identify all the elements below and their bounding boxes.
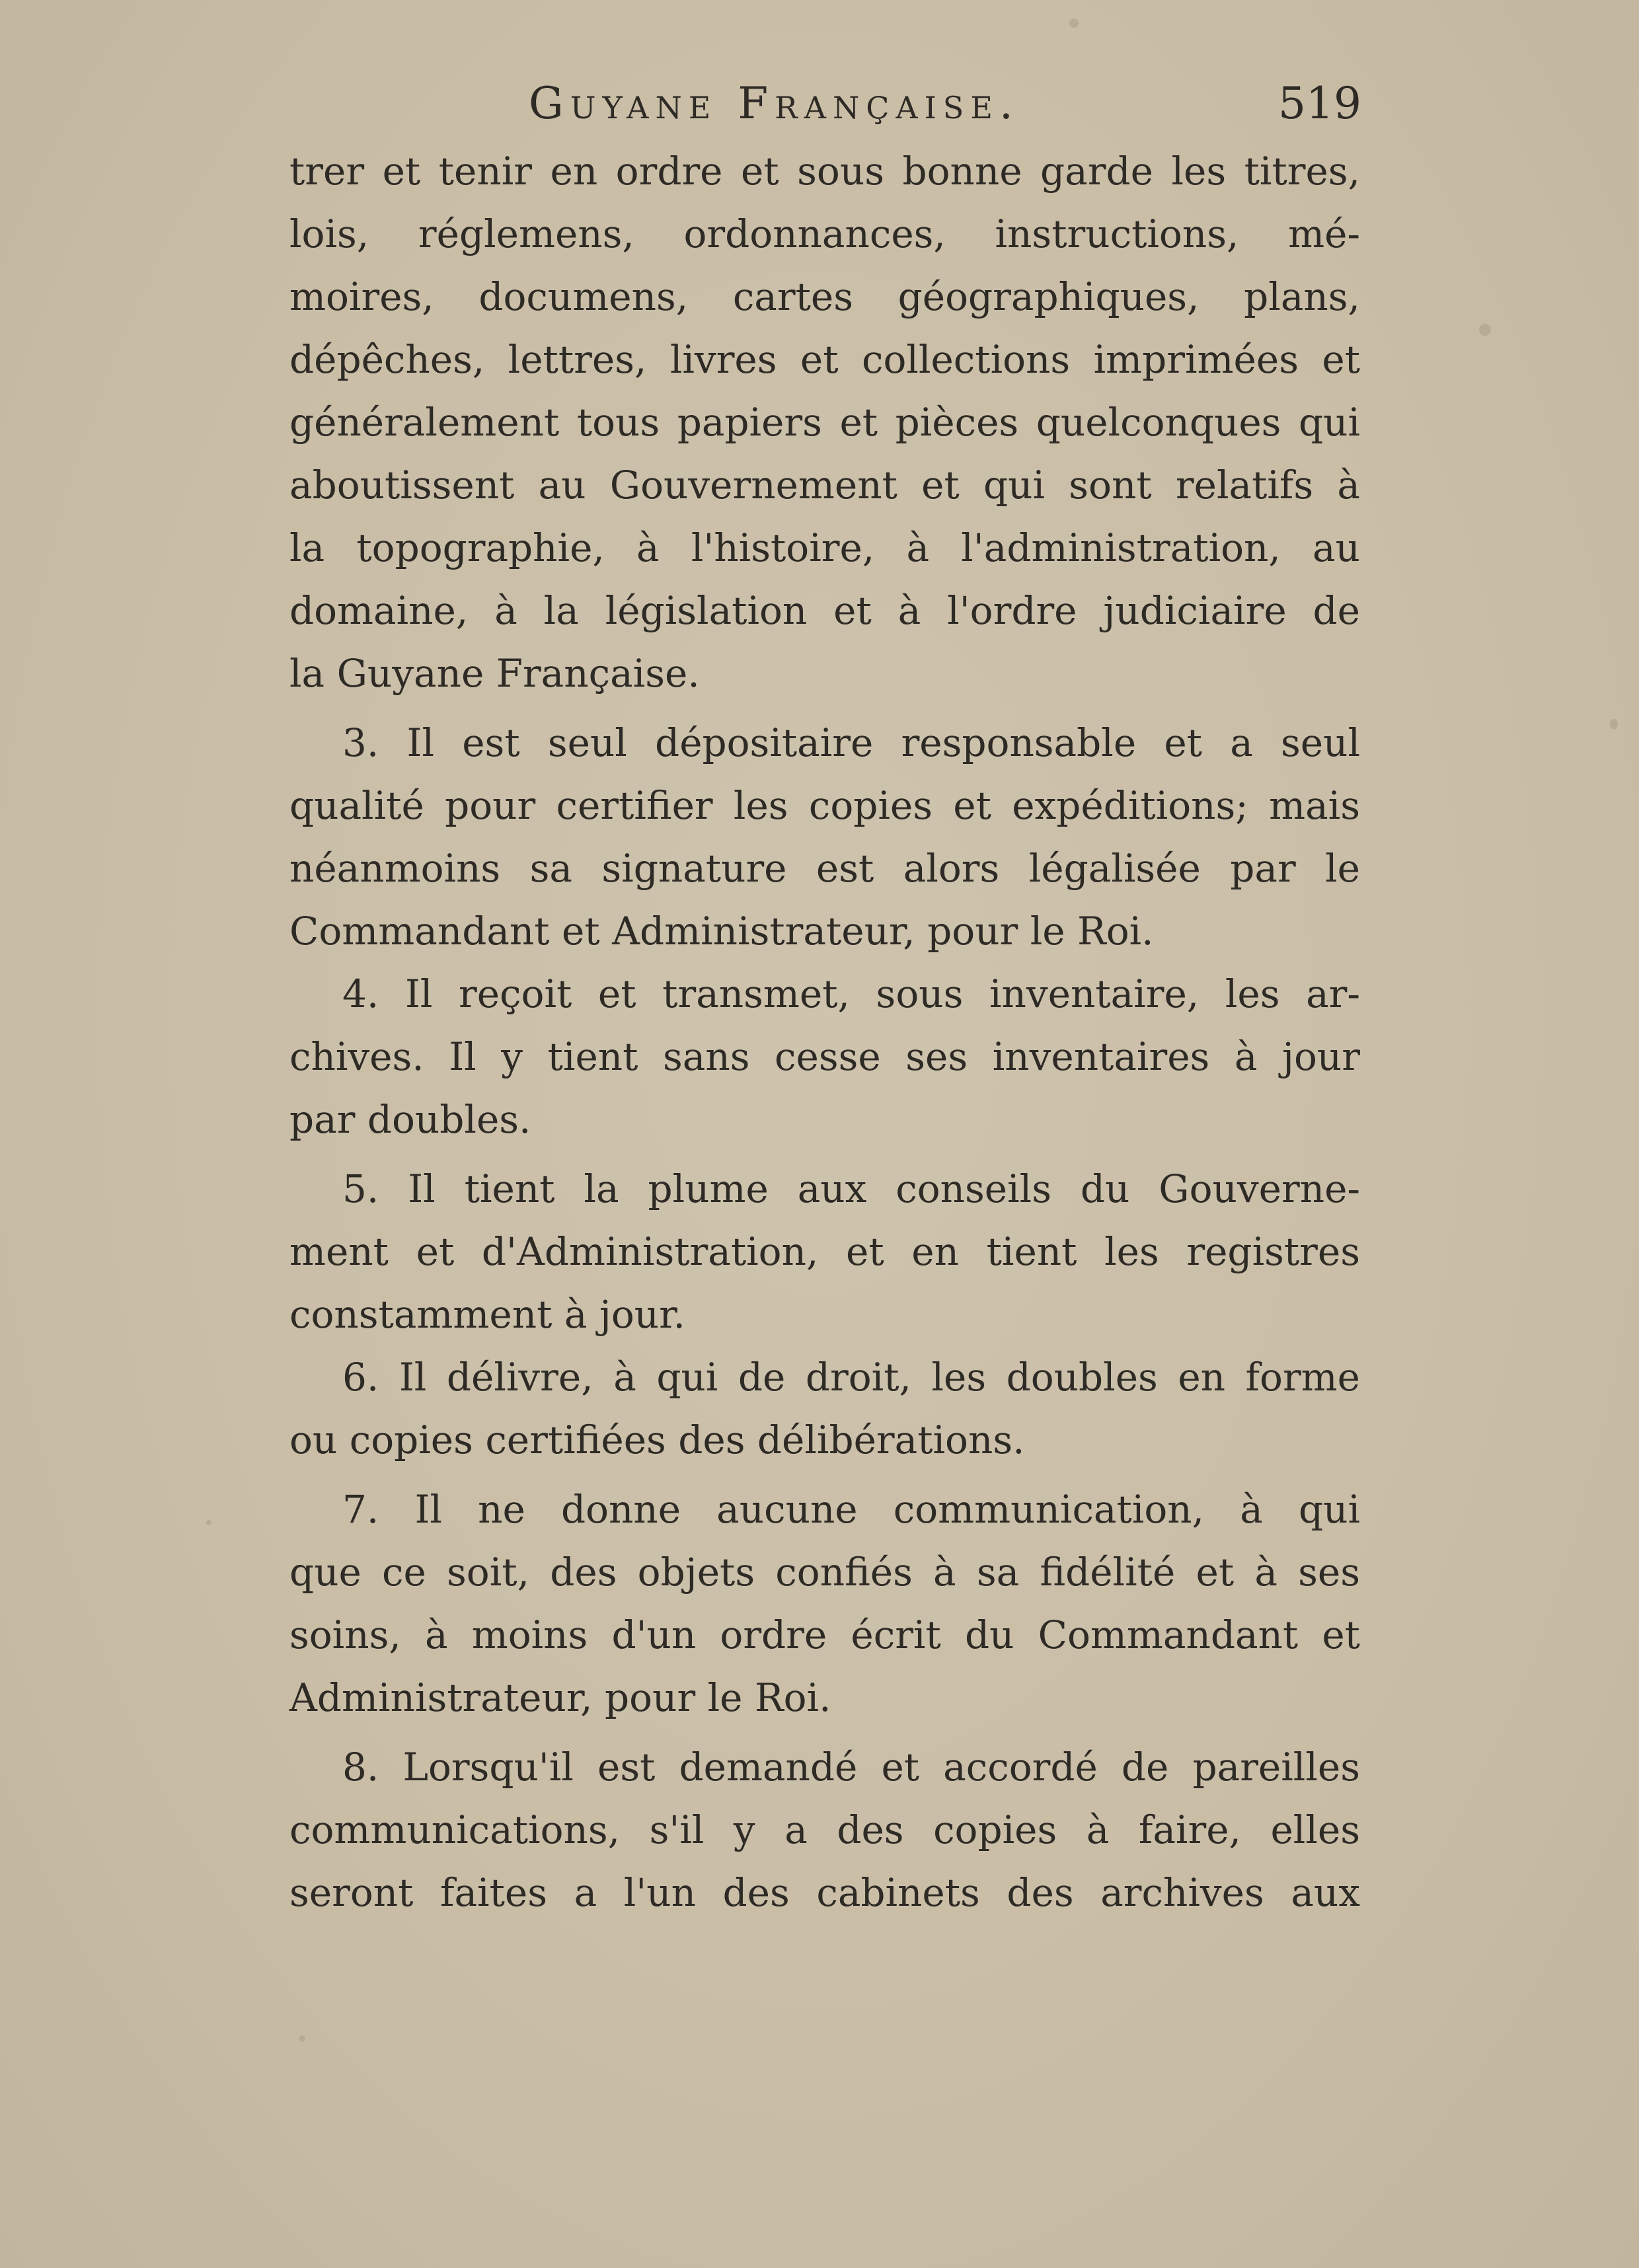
article-6-line: 6. Il délivre, à qui de droit, les doubles en forme [342,1355,1360,1400]
page-header [529,78,1361,144]
paper-speck [1610,719,1618,730]
article-5-line: 5. Il tient la plume aux conseils du Gouverne- [342,1166,1360,1211]
text-line: domaine, à la législation et à l'ordre judiciaire de [289,588,1360,633]
text-line: qualité pour certifier les copies et expéditions; mais [289,783,1360,828]
text-line: chives. Il y tient sans cesse ses inventaires à jour [289,1034,1360,1079]
article-3-line: 3. Il est seul dépositaire responsable et a seul [342,720,1360,765]
text-line: par doubles. [289,1097,531,1142]
text-line: Commandant et Administrateur, pour le Roi. [289,909,1154,954]
article-8-line: 8. Lorsqu'il est demandé et accordé de pareilles [342,1745,1360,1790]
text-line: moires, documens, cartes géographiques, plans, [289,274,1360,319]
text-line: soins, à moins d'un ordre écrit du Commandant et [289,1612,1360,1657]
paper-speck [206,1520,211,1525]
text-line: Administrateur, pour le Roi. [289,1675,831,1720]
text-line: dépêches, lettres, livres et collections imprimées et [289,337,1360,382]
article-4-line: 4. Il reçoit et transmet, sous inventaire, les ar- [342,971,1360,1016]
text-line: ou copies certifiées des délibérations. [289,1418,1025,1462]
text-line: généralement tous papiers et pièces quelconques qui [289,400,1360,445]
paper-speck [1069,19,1079,28]
text-line: que ce soit, des objets confiés à sa fidélité et à ses [289,1550,1360,1595]
text-line: la topographie, à l'histoire, à l'administration, au [289,525,1360,570]
page-number: 519 [1278,78,1361,129]
article-7-line: 7. Il ne donne aucune communication, à qui [342,1487,1360,1532]
text-line: constamment à jour. [289,1292,685,1337]
running-title: Guyane Française. [529,78,1020,129]
paper-speck [1479,324,1491,336]
text-line: la Guyane Française. [289,651,700,696]
paragraph-gap [289,705,1360,712]
text-line: trer et tenir en ordre et sous bonne garde les titres, [289,149,1360,194]
text-line: aboutissent au Gouvernement et qui sont relatifs à [289,463,1360,508]
text-line: ment et d'Administration, et en tient les registres [289,1229,1360,1274]
text-line: seront faites a l'un des cabinets des archives aux [289,1870,1360,1915]
text-line: lois, réglemens, ordonnances, instructions, mé- [289,211,1360,256]
paragraph-gap [289,1472,1360,1478]
text-line: communications, s'il y a des copies à faire, elles [289,1807,1360,1852]
paragraph-gap [289,1151,1360,1158]
paragraph-gap [289,1729,1360,1736]
paper-speck [299,2035,305,2042]
body-text [289,140,1360,1924]
text-line: néanmoins sa signature est alors légalisée par le [289,846,1360,891]
